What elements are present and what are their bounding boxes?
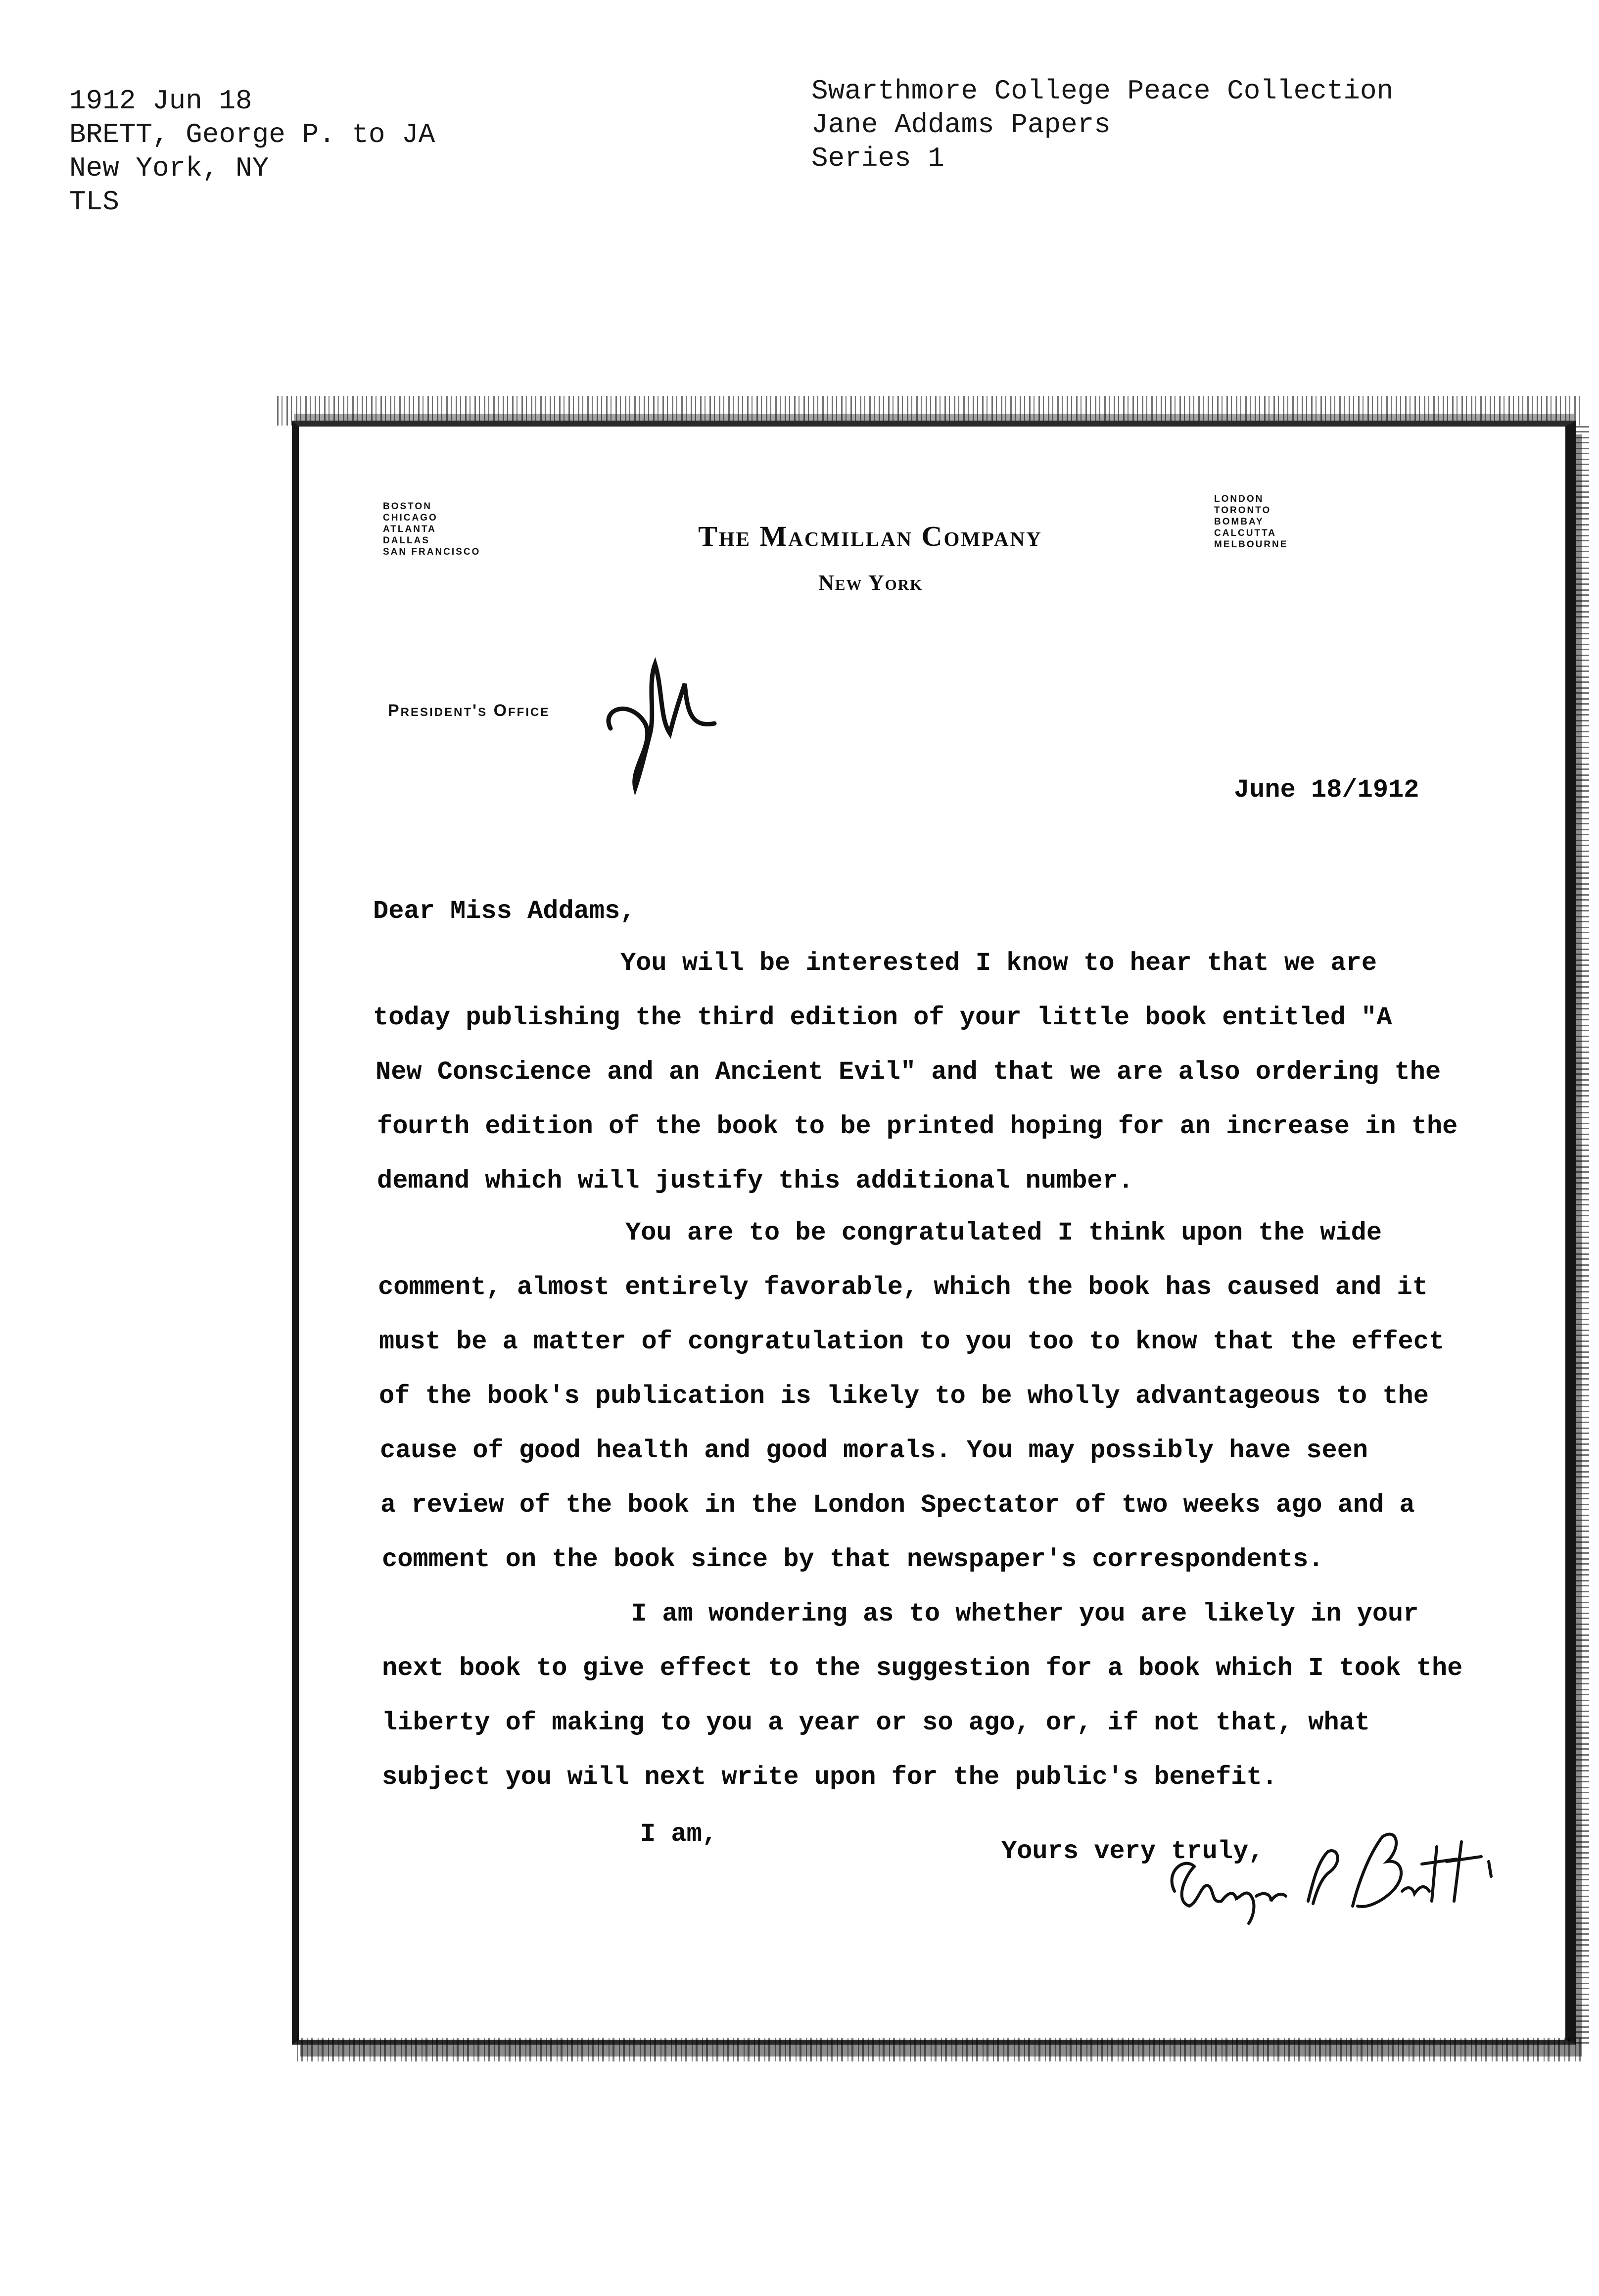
closing-right: Yours very truly, bbox=[1001, 1837, 1264, 1866]
city-chicago: CHICAGO bbox=[383, 513, 438, 523]
city-london: LONDON bbox=[1214, 494, 1264, 504]
handwritten-signature bbox=[1155, 1817, 1501, 1931]
body-line: You will be interested I know to hear that we are bbox=[620, 949, 1377, 978]
body-line: demand which will justify this additional number. bbox=[377, 1166, 1134, 1196]
body-line: I am wondering as to whether you are likely in your bbox=[631, 1599, 1419, 1628]
collection-papers: Jane Addams Papers bbox=[811, 109, 1111, 141]
city-calcutta: CALCUTTA bbox=[1214, 528, 1277, 538]
body-line: liberty of making to you a year or so ago, or, if not that, what bbox=[382, 1708, 1370, 1737]
handwritten-initials-mark bbox=[601, 654, 719, 798]
body-line: fourth edition of the book to be printed hoping for an increase in the bbox=[377, 1112, 1458, 1141]
body-line: today publishing the third edition of your little book entitled "A bbox=[373, 1003, 1392, 1032]
body-line: subject you will next write upon for the public's benefit. bbox=[382, 1763, 1277, 1792]
body-line: a review of the book in the London Spectator of two weeks ago and a bbox=[380, 1490, 1415, 1520]
city-dallas: DALLAS bbox=[383, 535, 430, 546]
city-toronto: TORONTO bbox=[1214, 505, 1271, 516]
company-city: New York bbox=[818, 571, 923, 595]
collection-series: Series 1 bbox=[811, 143, 944, 174]
letter-date: June 18/1912 bbox=[1234, 775, 1419, 805]
scan-edge-bottom bbox=[297, 2038, 1583, 2061]
archive-type: TLS bbox=[69, 186, 119, 218]
collection-note bbox=[811, 74, 1393, 175]
city-melbourne: MELBOURNE bbox=[1214, 539, 1288, 550]
city-boston: BOSTON bbox=[383, 501, 432, 512]
city-atlanta: ATLANTA bbox=[383, 524, 436, 534]
body-line: New Conscience and an Ancient Evil" and that we are also ordering the bbox=[376, 1057, 1441, 1087]
body-line: must be a matter of congratulation to you too to know that the effect bbox=[379, 1327, 1445, 1356]
body-line: comment on the book since by that newspaper's correspondents. bbox=[382, 1545, 1324, 1574]
archive-note bbox=[69, 84, 435, 219]
archive-date: 1912 Jun 18 bbox=[69, 85, 252, 117]
letter-sheet bbox=[292, 421, 1576, 2045]
body-line: You are to be congratulated I think upon the wide bbox=[625, 1218, 1382, 1247]
archive-correspondents: BRETT, George P. to JA bbox=[69, 119, 435, 150]
company-name: The Macmillan Company bbox=[698, 520, 1042, 552]
body-line: cause of good health and good morals. You may possibly have seen bbox=[380, 1436, 1368, 1465]
body-line: next book to give effect to the suggestion for a book which I took the bbox=[382, 1654, 1463, 1683]
closing-left: I am, bbox=[640, 1819, 718, 1849]
collection-name: Swarthmore College Peace Collection bbox=[811, 75, 1394, 107]
city-san-francisco: SAN FRANCISCO bbox=[383, 547, 481, 557]
body-line: comment, almost entirely favorable, which the book has caused and it bbox=[378, 1273, 1428, 1302]
presidents-office-label: President's Office bbox=[388, 701, 550, 720]
archive-place: New York, NY bbox=[69, 152, 269, 184]
body-line: of the book's publication is likely to be wholly advantageous to the bbox=[379, 1382, 1429, 1411]
city-bombay: BOMBAY bbox=[1214, 517, 1264, 527]
salutation: Dear Miss Addams, bbox=[373, 897, 636, 926]
